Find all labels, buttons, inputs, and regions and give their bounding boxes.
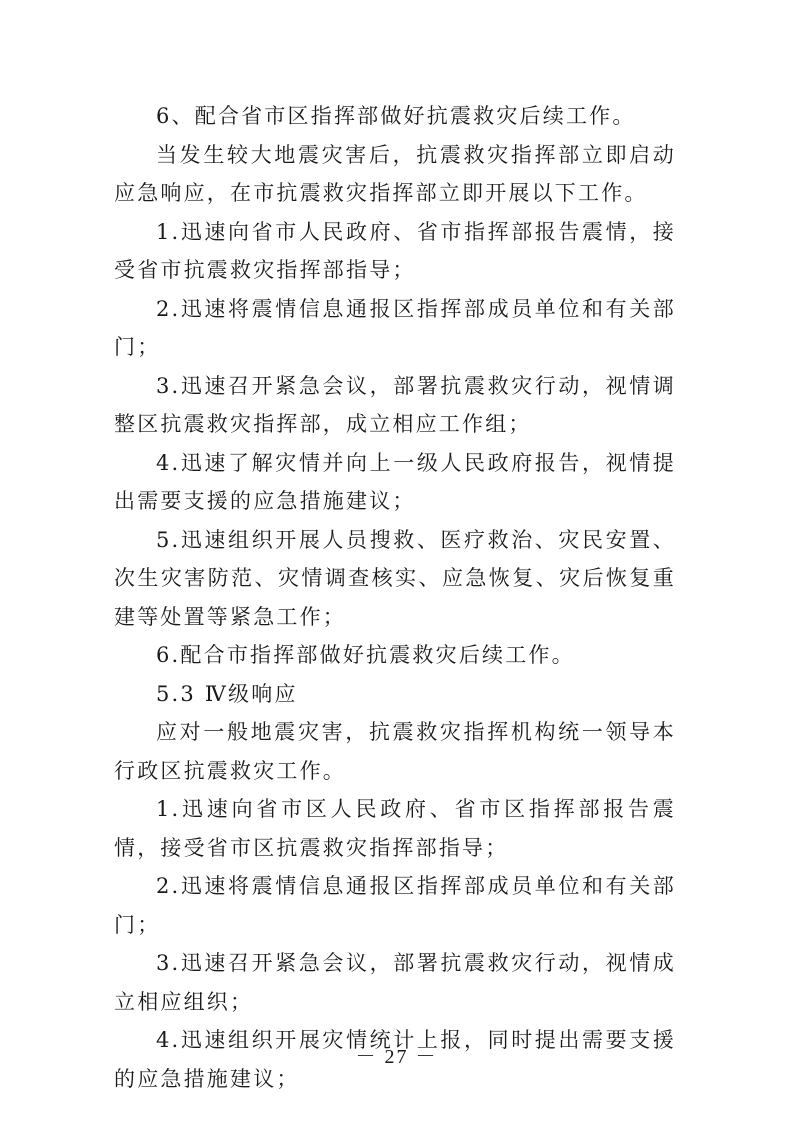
page-number: － 27 － — [355, 1046, 438, 1068]
section-heading-5-3: 5.3 Ⅳ级响应 — [156, 681, 298, 706]
paragraph-l4-item-1-report: 1.迅速向省市区人民政府、省市区指挥部报告震情，接受省市区抗震救灾指挥部指导； — [114, 797, 676, 860]
paragraph-item-6-cooperate: 6.配合市指挥部做好抗震救灾后续工作。 — [156, 643, 575, 667]
paragraph-level-4-intro: 应对一般地震灾害，抗震救灾指挥机构统一领导本行政区抗震救灾工作。 — [114, 720, 676, 783]
paragraph-item-5-rescue: 5.迅速组织开展人员搜救、医疗救治、灾民安置、次生灾害防范、灾情调查核实、应急恢复、灾后恢复重建等处置等紧急工作； — [114, 527, 676, 629]
body-text — [114, 97, 676, 1098]
paragraph-l4-item-2-notify: 2.迅速将震情信息通报区指挥部成员单位和有关部门； — [114, 874, 676, 937]
paragraph-l4-item-4-statistics: 4.迅速组织开展灾情统计上报，同时提出需要支援的应急措施建议； — [114, 1028, 676, 1091]
paragraph-major-quake-intro: 当发生较大地震灾害后，抗震救灾指挥部立即启动应急响应，在市抗震救灾指挥部立即开展以下工作。 — [114, 142, 676, 205]
paragraph-item-4-assess: 4.迅速了解灾情并向上一级人民政府报告，视情提出需要支援的应急措施建议； — [114, 450, 676, 513]
paragraph-item-1-report: 1.迅速向省市人民政府、省市指挥部报告震情，接受省市抗震救灾指挥部指导； — [114, 219, 676, 282]
paragraph-item-3-meeting: 3.迅速召开紧急会议，部署抗震救灾行动，视情调整区抗震救灾指挥部，成立相应工作组； — [114, 373, 676, 436]
paragraph-l4-item-3-meeting: 3.迅速召开紧急会议，部署抗震救灾行动，视情成立相应组织； — [114, 951, 676, 1014]
paragraph-task-6-province: 6、配合省市区指挥部做好抗震救灾后续工作。 — [156, 104, 636, 128]
paragraph-item-2-notify: 2.迅速将震情信息通报区指挥部成员单位和有关部门； — [114, 296, 676, 359]
